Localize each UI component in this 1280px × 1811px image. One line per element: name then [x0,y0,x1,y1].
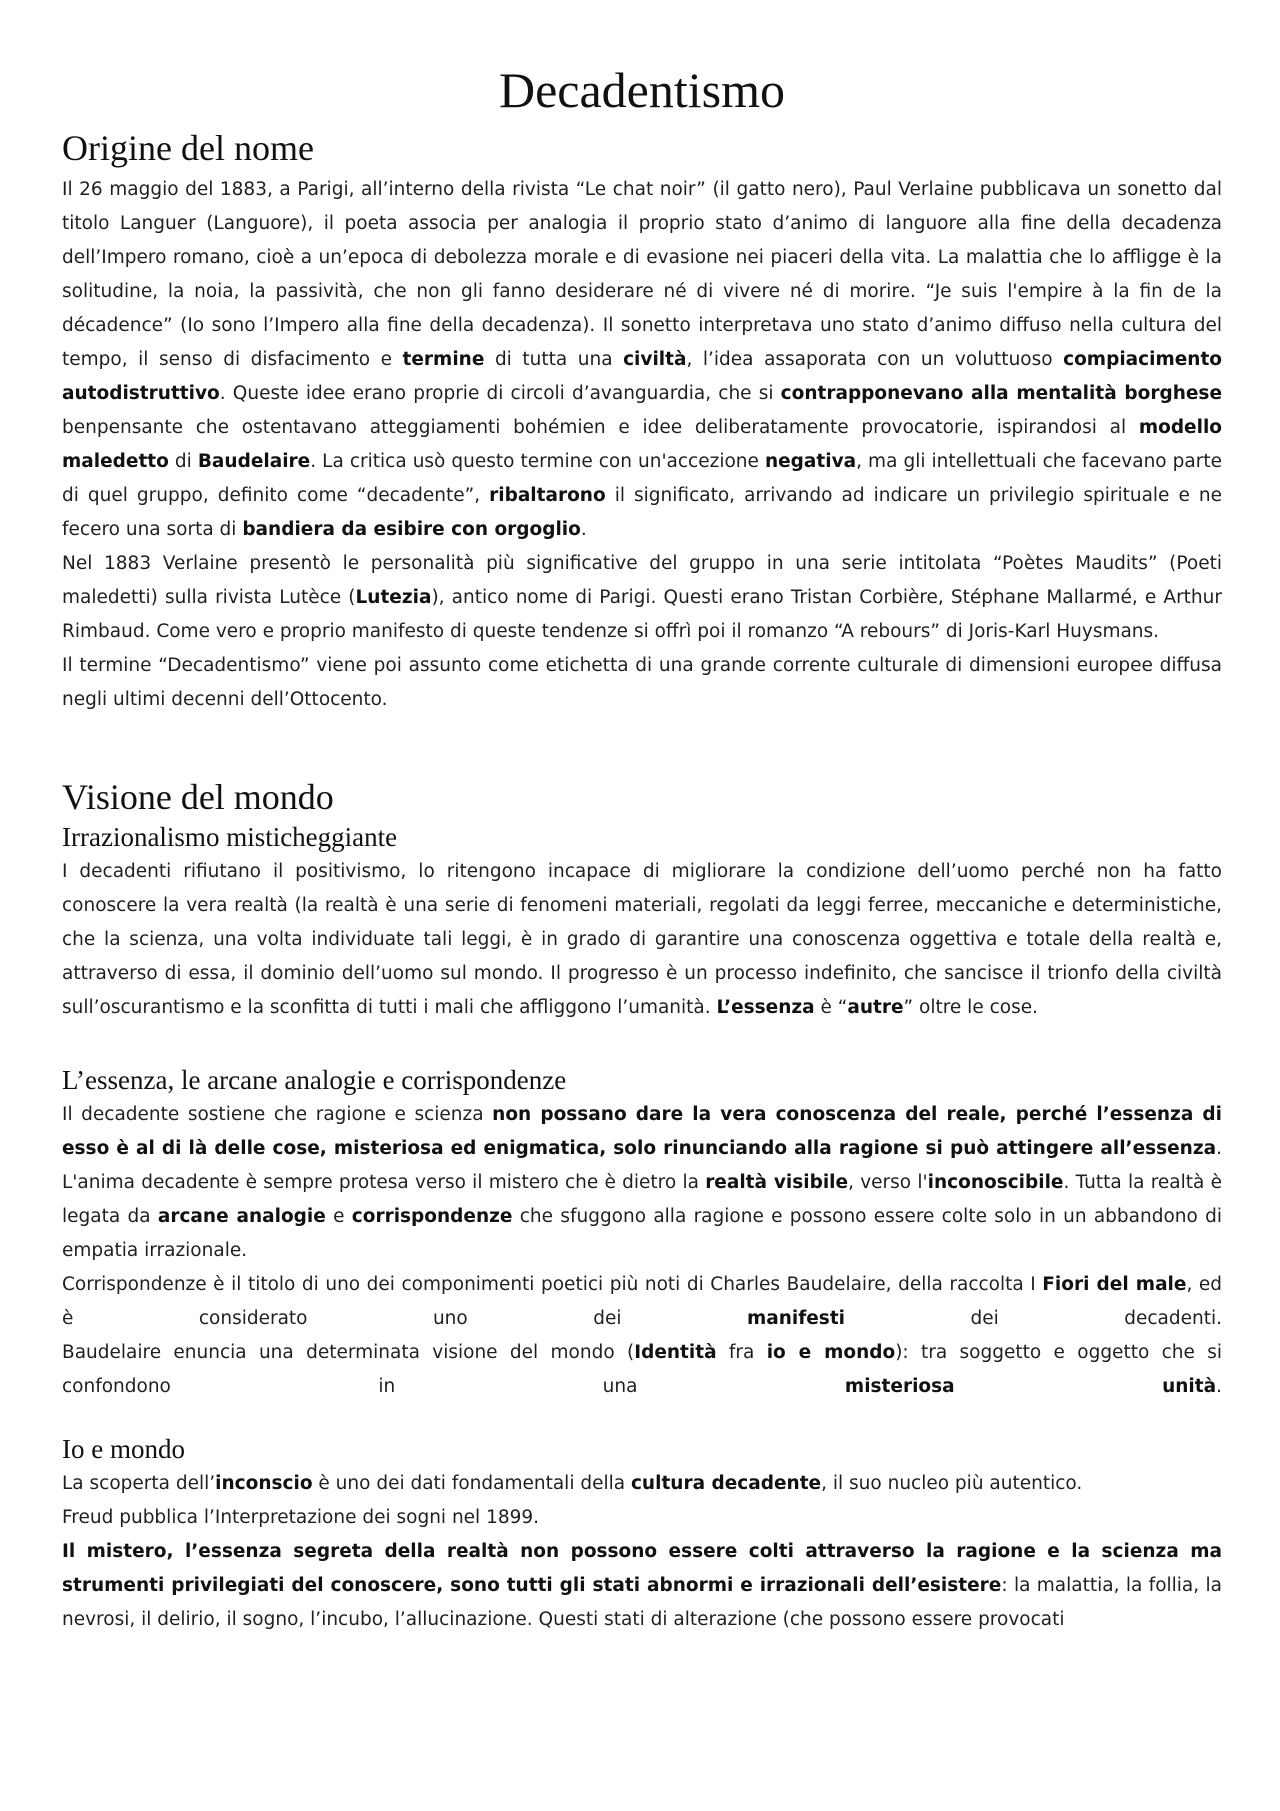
document-page [62,0,1222,1637]
paragraph-origine-2: Nel 1883 Verlaine presentò le personalità più significative del gruppo in una serie intitolata “Poètes Maudits” (Poeti maledetti) sulla rivista Lutèce (Lutezia), antico nome di Parigi. Questi erano Tristan Corbière, Stéphane Mallarmé, e Arthur Rimbaud. Come vero e proprio manifesto di queste tendenze si offrì poi il romanzo “A rebours” di Joris-Karl Huysmans. [62,553,1222,642]
paragraph-origine-3: Il termine “Decadentismo” viene poi assunto come etichetta di una grande corrente culturale di dimensioni europee diffusa negli ultimi decenni dell’Ottocento. [62,655,1222,710]
section-heading-origine: Origine del nome [62,128,314,168]
subheading-essenza: L’essenza, le arcane analogie e corrispondenze [62,1065,567,1096]
paragraph-essenza-2: Corrispondenze è il titolo di uno dei componimenti poetici più noti di Charles Baudelaire, della raccolta I Fiori del male, ed è considerato uno dei manifesti dei decadenti. [62,1274,1222,1330]
spacer [62,1025,1222,1063]
spacer [62,1404,1222,1432]
subheading-irrazionalismo: Irrazionalismo misticheggiante [62,822,398,852]
paragraph-io-mondo-3: Il mistero, l’essenza segreta della realtà non possono essere colti attraverso la ragione e la scienza ma strumenti privilegiati del conoscere, sono tutti gli stati abnormi e irrazionali dell’esistere: la malattia, la follia, la nevrosi, il delirio, il sogno, l’incubo, l’allucinazione. Questi stati di alterazione (che possono essere provocati [62,1541,1222,1631]
paragraph-origine-1: Il 26 maggio del 1883, a Parigi, all’interno della rivista “Le chat noir” (il gatto nero), Paul Verlaine pubblicava un sonetto dal titolo Languer (Languore), il poeta associa per analogia il proprio stato d’animo di languore alla fine della decadenza dell’Impero romano, cioè a un’epoca di debolezza morale e di evasione nei piaceri della vita. La malattia che lo affligge è la solitudine, la noia, la passività, che non gli fanno desiderare né di vivere né di morire. “Je suis l'empire à la fin de la décadence” (Io sono l’Impero alla fine della decadenza). Il sonetto interpretava uno stato d’animo diffuso nella cultura del tempo, il senso di disfacimento e termine di tutta una civiltà, l’idea assaporata con un voluttuoso compiacimento autodistruttivo. Queste idee erano proprie di circoli d’avanguardia, che si contrapponevano alla mentalità borghese benpensante che ostentavano atteggiamenti bohémien e idee deliberatamente provocatorie, ispirandosi al modello maledetto di Baudelaire. La critica usò questo termine con un'accezione negativa, ma gli intellettuali che facevano parte di quel gruppo, definito come “decadente”, ribaltarono il significato, arrivando ad indicare un privilegio spirituale e ne fecero una sorta di bandiera da esibire con orgoglio. [62,179,1223,540]
paragraph-io-mondo-2: Freud pubblica l’Interpretazione dei sogni nel 1899. [62,1507,540,1529]
section-heading-visione: Visione del mondo [62,777,334,817]
subheading-io-e-mondo: Io e mondo [62,1434,185,1465]
paragraph-irrazionalismo: I decadenti rifiutano il positivismo, lo ritengono incapace di migliorare la condizione dell’uomo perché non ha fatto conoscere la vera realtà (la realtà è una serie di fenomeni materiali, regolati da leggi ferree, meccaniche e deterministiche, che la scienza, una volta individuate tali leggi, è in grado di garantire una conoscenza oggettiva e totale della realtà e, attraverso di essa, il dominio dell’uomo sul mondo. Il progresso è un processo indefinito, che sancisce il trionfo della civiltà sull’oscurantismo e la sconfitta di tutti i mali che affliggono l’umanità. L’essenza è “autre” oltre le cose. [62,861,1222,1019]
page-title: Decadentismo [498,62,785,118]
spacer [62,717,1222,775]
paragraph-essenza-1: Il decadente sostiene che ragione e scienza non possano dare la vera conoscenza del reale, perché l’essenza di esso è al di là delle cose, misteriosa ed enigmatica, solo rinunciando alla ragione si può attingere all’essenza. L'anima decadente è sempre protesa verso il mistero che è dietro la realtà visibile, verso l'inconoscibile. Tutta la realtà è legata da arcane analogie e corrispondenze che sfuggono alla ragione e possono essere colte solo in un abbandono di empatia irrazionale. [62,1104,1223,1262]
paragraph-essenza-3: Baudelaire enuncia una determinata visione del mondo (Identità fra io e mondo): tra soggetto e oggetto che si confondono in una misteriosa unità. [62,1342,1222,1398]
paragraph-io-mondo-1: La scoperta dell’inconscio è uno dei dati fondamentali della cultura decadente, il suo nucleo più autentico. [62,1473,1083,1495]
